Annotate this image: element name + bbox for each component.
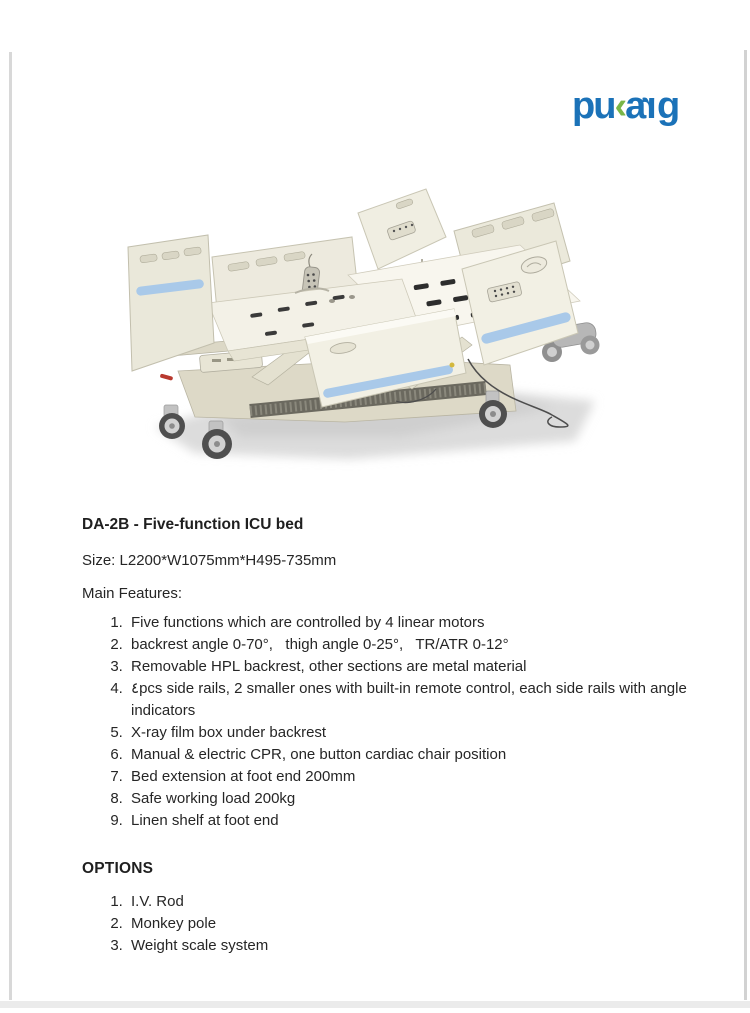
brand-logo xyxy=(572,84,678,128)
feature-item: 7. Bed extension at foot end 200mm xyxy=(127,766,710,788)
feature-item: 6. Manual & electric CPR, one button cardiac chair position xyxy=(127,744,710,766)
feature-item: 8. Safe working load 200kg xyxy=(127,788,710,810)
options-list xyxy=(82,891,710,957)
logo-text: a xyxy=(625,85,645,127)
feature-item: 1. Five functions which are controlled by 4 linear motors xyxy=(127,612,710,634)
feature-item: 9. Linen shelf at foot end xyxy=(127,810,710,832)
page-edge-left xyxy=(9,52,12,1000)
logo-k-glyph: ‹ xyxy=(614,85,626,127)
features-heading: Main Features: xyxy=(82,585,183,602)
product-size: Size: L2200*W1075mm*H495-735mm xyxy=(82,552,337,569)
feature-item: 3. Removable HPL backrest, other sections are metal material xyxy=(127,656,710,678)
page-edge-right xyxy=(744,50,747,1000)
feature-item: 4. ٤pcs side rails, 2 smaller ones with built-in remote control, each side rails with angle indicators xyxy=(127,678,710,722)
logo-text: g xyxy=(657,85,679,127)
page-edge-bottom xyxy=(0,1001,750,1008)
option-item: 2. Monkey pole xyxy=(127,913,710,935)
options-heading: OPTIONS xyxy=(82,860,154,877)
logo-text: pu xyxy=(572,85,615,127)
product-image xyxy=(100,175,640,475)
logo-n-glyph: r xyxy=(644,85,658,127)
product-description xyxy=(82,514,710,957)
product-title: DA-2B - Five-function ICU bed xyxy=(82,516,304,533)
bed-wheel xyxy=(159,405,185,439)
feature-item: 2. backrest angle 0-70°, thigh angle 0-25°, TR/ATR 0-12° xyxy=(127,634,710,656)
option-item: 1. I.V. Rod xyxy=(127,891,710,913)
option-item: 3. Weight scale system xyxy=(127,935,710,957)
features-list xyxy=(82,612,710,832)
feature-item: 5. X-ray film box under backrest xyxy=(127,722,710,744)
